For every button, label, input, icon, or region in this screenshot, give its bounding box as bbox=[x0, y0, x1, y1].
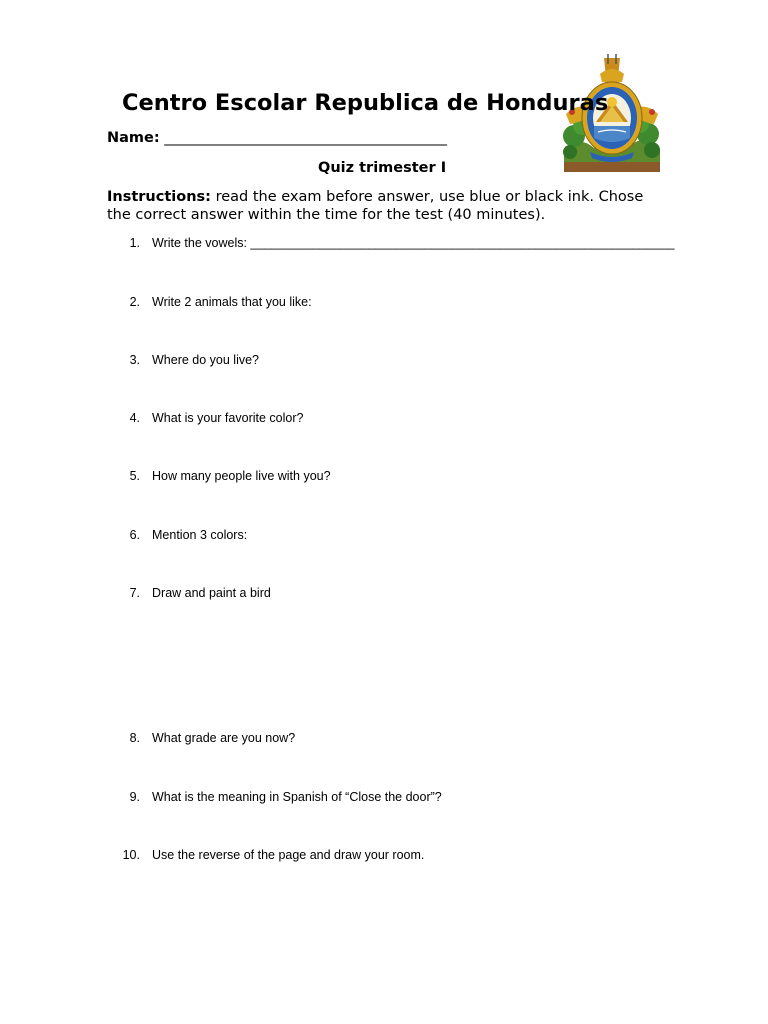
instructions-paragraph bbox=[107, 188, 667, 224]
name-label: Name: bbox=[107, 130, 160, 146]
question-number: 8. bbox=[129, 731, 140, 745]
question-number: 2. bbox=[129, 295, 140, 309]
question-text: Where do you live? bbox=[152, 353, 260, 367]
question-text: What is the meaning in Spanish of “Close the door”? bbox=[152, 790, 442, 804]
question-item bbox=[0, 234, 768, 252]
question-number: 4. bbox=[129, 411, 140, 425]
question-item bbox=[0, 467, 768, 485]
name-field[interactable] bbox=[107, 130, 447, 146]
name-blank-line[interactable]: _______________________________________ bbox=[164, 130, 448, 146]
question-text: Write 2 animals that you like: bbox=[152, 295, 312, 309]
question-item bbox=[0, 293, 768, 311]
quiz-subtitle: Quiz trimester I bbox=[318, 160, 447, 176]
question-text: Use the reverse of the page and draw your room. bbox=[152, 848, 425, 862]
question-text: Mention 3 colors: bbox=[152, 528, 248, 542]
question-number: 7. bbox=[129, 586, 140, 600]
question-text: Draw and paint a bird bbox=[152, 586, 271, 600]
question-text: How many people live with you? bbox=[152, 469, 331, 483]
question-number: 1. bbox=[129, 236, 140, 250]
question-text: What is your favorite color? bbox=[152, 411, 304, 425]
instructions-text: read the exam before answer, use blue or black ink. Chose the correct answer within the time for the test (40 minutes). bbox=[107, 189, 644, 223]
question-text: Write the vowels: _____________________________________________________________ bbox=[152, 236, 675, 250]
question-item bbox=[0, 729, 768, 747]
question-number: 6. bbox=[129, 528, 140, 542]
question-item bbox=[0, 526, 768, 544]
question-number: 10. bbox=[122, 848, 140, 862]
question-item bbox=[0, 351, 768, 369]
school-title: Centro Escolar Republica de Honduras bbox=[122, 90, 609, 116]
question-item bbox=[0, 846, 768, 864]
question-number: 3. bbox=[129, 353, 140, 367]
question-item bbox=[0, 584, 768, 602]
question-item bbox=[0, 409, 768, 427]
question-text: What grade are you now? bbox=[152, 731, 296, 745]
question-item bbox=[0, 788, 768, 806]
question-number: 9. bbox=[129, 790, 140, 804]
question-number: 5. bbox=[129, 469, 140, 483]
instructions-label: Instructions: bbox=[107, 189, 211, 205]
